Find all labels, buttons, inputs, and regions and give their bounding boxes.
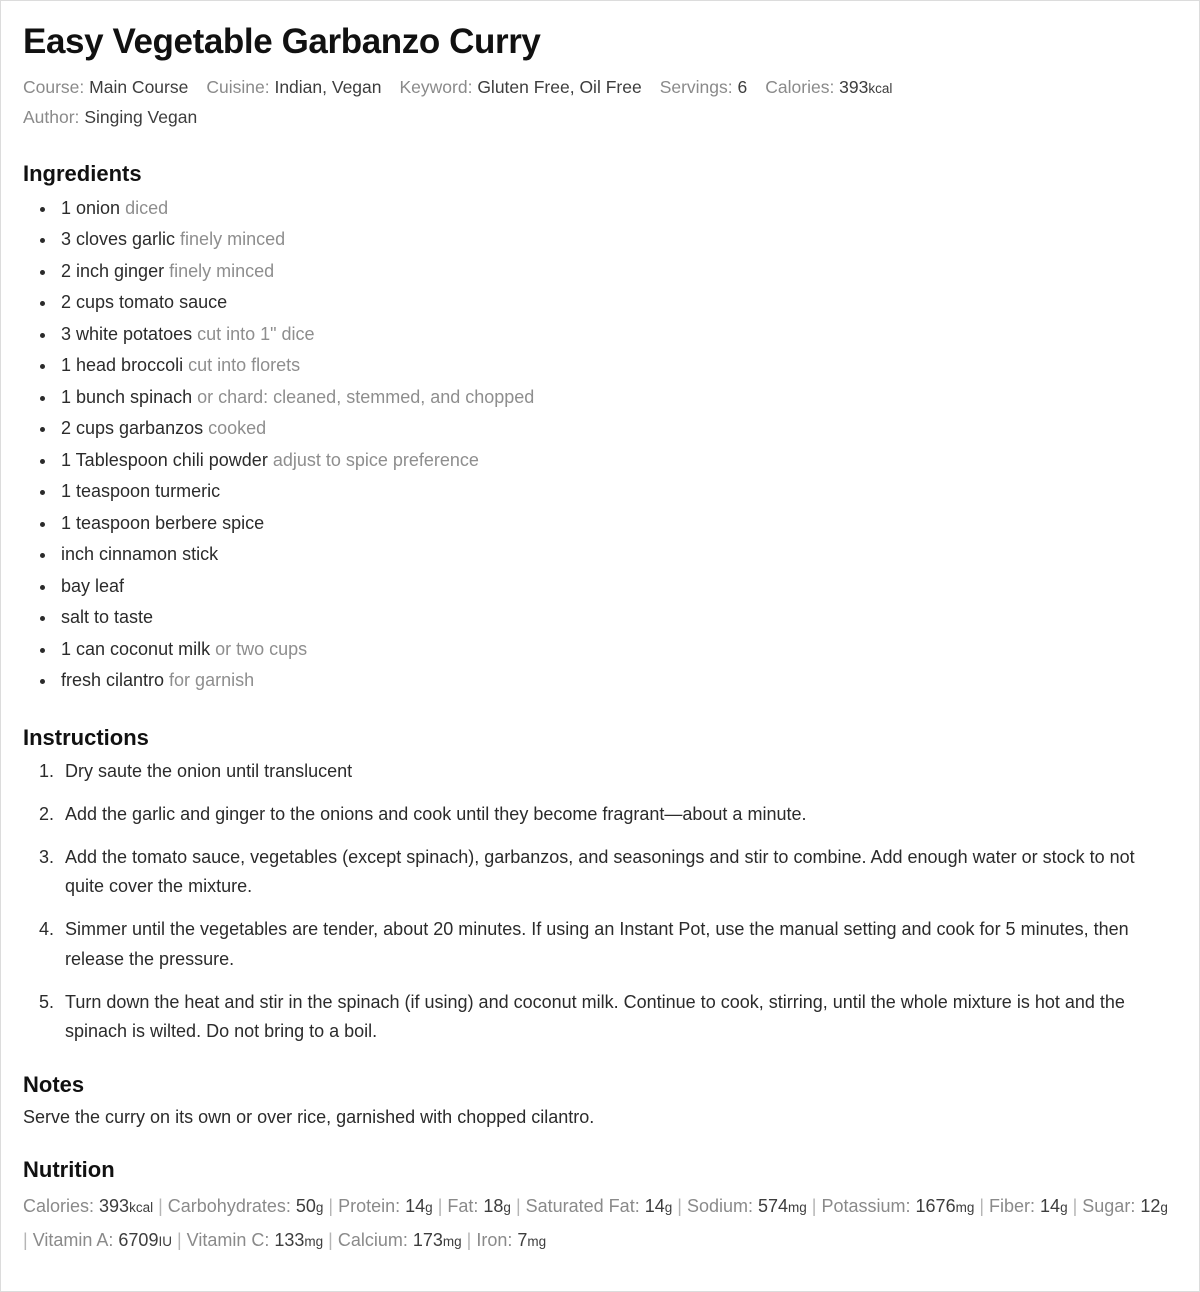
nutrition-unit: mg (442, 1234, 462, 1250)
nutrition-item (821, 1196, 974, 1216)
nutrition-heading: Nutrition (23, 1157, 115, 1182)
meta-item (660, 77, 748, 97)
ingredient-note: diced (120, 197, 169, 218)
instruction-step: 1. Dry saute the onion until translucent (59, 757, 1177, 786)
ingredients-heading: Ingredients (23, 160, 142, 186)
meta-value: 393 (834, 76, 869, 97)
ingredient-item (57, 193, 1177, 225)
ingredient-amount: 1 teaspoon turmeric (61, 481, 221, 502)
meta-value: Indian, Vegan (269, 76, 382, 97)
nutrition-value: 18 (478, 1196, 504, 1216)
ingredient-amount: fresh cilantro (61, 670, 165, 691)
nutrition-values (23, 1189, 1177, 1257)
nutrition-value: 1676 (910, 1196, 956, 1216)
ingredient-note: or two cups (210, 638, 308, 659)
ingredient-item (57, 602, 1177, 634)
ingredient-note: adjust to spice preference (267, 449, 479, 470)
ingredient-item (57, 413, 1177, 445)
ingredient-item (57, 382, 1177, 414)
nutrition-value: 14 (639, 1196, 665, 1216)
meta-item (206, 77, 381, 97)
nutrition-label: Potassium: (821, 1196, 911, 1216)
ingredient-item (57, 476, 1177, 508)
ingredient-amount: salt to taste (61, 607, 154, 628)
instructions-list (23, 757, 1177, 1046)
ingredient-note: finely minced (164, 260, 275, 281)
nutrition-item (1082, 1196, 1168, 1216)
nutrition-separator: | (153, 1196, 168, 1216)
nutrition-value: 7 (512, 1230, 528, 1251)
instruction-step: 4. Simmer until the vegetables are tender, about 20 minutes. If using an Instant Pot, use the manual setting and cook for 5 minutes, then release the pressure. (59, 915, 1177, 973)
ingredient-amount: 1 bunch spinach (61, 386, 193, 407)
ingredients-list (23, 193, 1177, 697)
nutrition-label: Calories: (23, 1196, 95, 1216)
author-label: Author: (23, 107, 80, 128)
nutrition-item (526, 1196, 673, 1216)
meta-item (765, 77, 892, 97)
nutrition-item (447, 1196, 511, 1216)
nutrition-label: Fat: (447, 1196, 479, 1216)
nutrition-separator: | (323, 1230, 338, 1251)
nutrition-value: 6709 (113, 1230, 159, 1251)
nutrition-item (476, 1230, 546, 1250)
nutrition-label: Vitamin C: (186, 1230, 270, 1251)
instruction-step: 5. Turn down the heat and stir in the spinach (if using) and coconut milk. Continue to cook, stirring, until the whole mixture is hot and the spinach is wilted. Do not bring to a boil. (59, 988, 1177, 1046)
nutrition-value: 12 (1135, 1196, 1161, 1216)
ingredient-note: cooked (203, 418, 267, 439)
nutrition-item (338, 1230, 462, 1250)
ingredient-item (57, 224, 1177, 256)
nutrition-separator: | (23, 1230, 33, 1251)
nutrition-label: Iron: (476, 1230, 513, 1251)
ingredient-amount: 1 teaspoon berbere spice (61, 512, 265, 533)
nutrition-unit: g (425, 1200, 433, 1215)
ingredient-amount: 1 can coconut milk (61, 638, 211, 659)
nutrition-separator: | (461, 1230, 477, 1251)
nutrition-separator: | (171, 1230, 187, 1251)
nutrition-unit: mg (527, 1234, 547, 1250)
nutrition-unit: mg (788, 1200, 807, 1215)
nutrition-label: Protein: (338, 1196, 401, 1216)
nutrition-separator: | (510, 1196, 526, 1216)
ingredient-amount: bay leaf (61, 575, 125, 596)
nutrition-item (989, 1196, 1068, 1216)
nutrition-separator: | (672, 1196, 687, 1216)
nutrition-label: Sugar: (1082, 1196, 1136, 1216)
nutrition-unit: mg (955, 1200, 975, 1215)
notes-heading: Notes (23, 1072, 85, 1097)
nutrition-item (33, 1230, 172, 1250)
ingredient-note: finely minced (175, 229, 286, 250)
ingredient-amount: 1 Tablespoon chili powder (61, 449, 268, 470)
nutrition-separator: | (432, 1196, 448, 1216)
meta-value: 6 (732, 76, 748, 97)
nutrition-separator: | (1067, 1196, 1083, 1216)
meta-value: Main Course (84, 76, 189, 97)
meta-item (400, 77, 642, 97)
nutrition-separator: | (806, 1196, 822, 1216)
ingredient-amount: 2 inch ginger (61, 260, 165, 281)
ingredient-note: cut into 1" dice (192, 323, 315, 344)
nutrition-unit: g (1060, 1200, 1068, 1215)
meta-value: Gluten Free, Oil Free (472, 76, 642, 97)
ingredient-amount: 1 onion (61, 197, 121, 218)
page-title: Easy Vegetable Garbanzo Curry (23, 22, 541, 61)
author-value: Singing Vegan (84, 107, 198, 128)
meta-unit: kcal (868, 80, 893, 96)
nutrition-value: 393 (94, 1196, 130, 1216)
ingredient-note: or chard: cleaned, stemmed, and chopped (192, 386, 535, 407)
recipe-author (23, 102, 1177, 133)
ingredient-amount: 3 white potatoes (61, 323, 193, 344)
ingredient-item (57, 508, 1177, 540)
notes-text: Serve the curry on its own or over rice, garnished with chopped cilantro. (23, 1107, 595, 1127)
nutrition-label: Calcium: (337, 1230, 408, 1251)
instruction-step: 3. Add the tomato sauce, vegetables (except spinach), garbanzos, and seasonings and stir to combine. Add enough water or stock to not quite cover the mixture. (59, 843, 1177, 901)
ingredient-amount: 3 cloves garlic (61, 229, 176, 250)
meta-label: Keyword: (399, 76, 473, 97)
nutrition-value: 14 (1035, 1196, 1061, 1216)
ingredient-item (57, 445, 1177, 477)
ingredient-note: for garnish (164, 670, 255, 691)
ingredient-amount: 2 cups tomato sauce (61, 292, 228, 313)
nutrition-label: Sodium: (686, 1196, 753, 1216)
nutrition-item (338, 1196, 433, 1216)
nutrition-label: Vitamin A: (32, 1230, 114, 1251)
nutrition-value: 14 (400, 1196, 426, 1216)
nutrition-separator: | (323, 1196, 339, 1216)
ingredient-note: cut into florets (183, 355, 301, 376)
nutrition-unit: mg (304, 1234, 324, 1250)
nutrition-value: 173 (407, 1230, 443, 1251)
nutrition-item (687, 1196, 807, 1216)
ingredient-item (57, 287, 1177, 319)
ingredient-amount: 1 head broccoli (61, 355, 184, 376)
nutrition-label: Fiber: (989, 1196, 1036, 1216)
nutrition-item (168, 1196, 324, 1216)
ingredient-item (57, 256, 1177, 288)
meta-label: Calories: (765, 76, 835, 97)
meta-item (23, 77, 188, 97)
ingredient-item (57, 350, 1177, 382)
nutrition-unit: g (315, 1200, 324, 1215)
nutrition-value: 133 (269, 1230, 305, 1251)
ingredient-amount: 2 cups garbanzos (61, 418, 204, 439)
ingredient-item (57, 634, 1177, 666)
instruction-step: 2. Add the garlic and ginger to the onions and cook until they become fragrant—about a minute. (59, 800, 1177, 829)
nutrition-separator: | (974, 1196, 990, 1216)
nutrition-unit: g (664, 1200, 673, 1215)
nutrition-value: 50 (290, 1196, 316, 1216)
nutrition-unit: IU (158, 1234, 172, 1250)
meta-label: Servings: (659, 76, 733, 97)
nutrition-label: Saturated Fat: (525, 1196, 640, 1216)
instructions-heading: Instructions (23, 724, 149, 750)
nutrition-value: 574 (752, 1196, 789, 1216)
nutrition-unit: g (503, 1200, 511, 1215)
recipe-meta (23, 72, 1177, 103)
ingredient-item (57, 319, 1177, 351)
meta-label: Cuisine: (206, 76, 270, 97)
nutrition-item (187, 1230, 324, 1250)
ingredient-item (57, 665, 1177, 697)
ingredient-item (57, 539, 1177, 571)
nutrition-item (23, 1196, 153, 1216)
ingredient-amount: inch cinnamon stick (61, 544, 219, 565)
nutrition-label: Carbohydrates: (167, 1196, 291, 1216)
meta-label: Course: (23, 76, 85, 97)
ingredient-item (57, 571, 1177, 603)
nutrition-unit: kcal (129, 1200, 154, 1215)
nutrition-unit: g (1160, 1200, 1168, 1215)
